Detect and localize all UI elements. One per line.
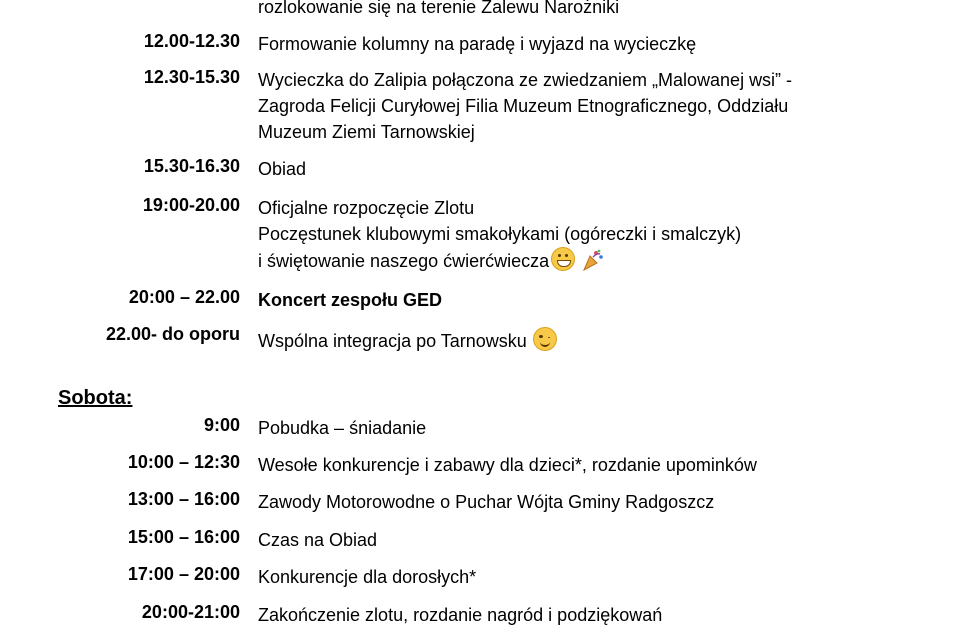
party-popper-icon — [581, 248, 605, 272]
event-time: 10:00 – 12:30 — [127, 452, 240, 472]
event-description: Oficjalne rozpoczęcie Zlotu Poczęstunek klubowymi smakołykami (ogóreczki i smalczyk) i świętowanie naszego ćwierćwiecza — [258, 198, 742, 271]
event-description: Pobudka – śniadanie — [258, 418, 427, 438]
event-time: 19:00-20.00 — [142, 195, 240, 215]
event-time: 15:00 – 16:00 — [127, 527, 240, 547]
winking-face-icon — [533, 327, 557, 351]
event-description: Konkurencje dla dorosłych* — [258, 567, 477, 587]
day-heading: Sobota: — [58, 387, 133, 409]
grinning-face-icon — [551, 247, 575, 271]
event-time: 17:00 – 20:00 — [127, 564, 240, 584]
event-description: Wesołe konkurencje i zabawy dla dzieci*, rozdanie upominków — [258, 455, 757, 475]
event-description: Wspólna integracja po Tarnowsku — [258, 327, 948, 353]
event-time: 20:00-21:00 — [141, 602, 240, 622]
event-description: Zakończenie zlotu, rozdanie nagród i podziękowań — [258, 605, 663, 625]
event-time: 20:00 – 22.00 — [128, 287, 240, 307]
event-description: rozlokowanie się na terenie Zalewu Narożniki — [258, 0, 620, 17]
event-description: Wycieczka do Zalipia połączona ze zwiedzaniem „Malowanej wsi” - Zagroda Felicji Curyłowej Filia Muzeum Etnograficznego, Oddziału Muzeum Ziemi Tarnowskiej — [258, 70, 793, 142]
event-time: 9:00 — [203, 415, 240, 435]
event-description: Czas na Obiad — [258, 530, 378, 550]
event-description: Koncert zespołu GED — [258, 290, 443, 310]
event-time: 13:00 – 16:00 — [127, 489, 240, 509]
event-time: 12.00-12.30 — [143, 31, 240, 51]
event-time: 15.30-16.30 — [143, 156, 240, 176]
event-description: Obiad — [258, 159, 307, 179]
event-description: Zawody Motorowodne o Puchar Wójta Gminy Radgoszcz — [258, 492, 715, 512]
event-description: Formowanie kolumny na paradę i wyjazd na wycieczkę — [258, 34, 697, 54]
event-time: 12.30-15.30 — [143, 67, 240, 87]
event-time: 22.00- do oporu — [105, 324, 240, 344]
